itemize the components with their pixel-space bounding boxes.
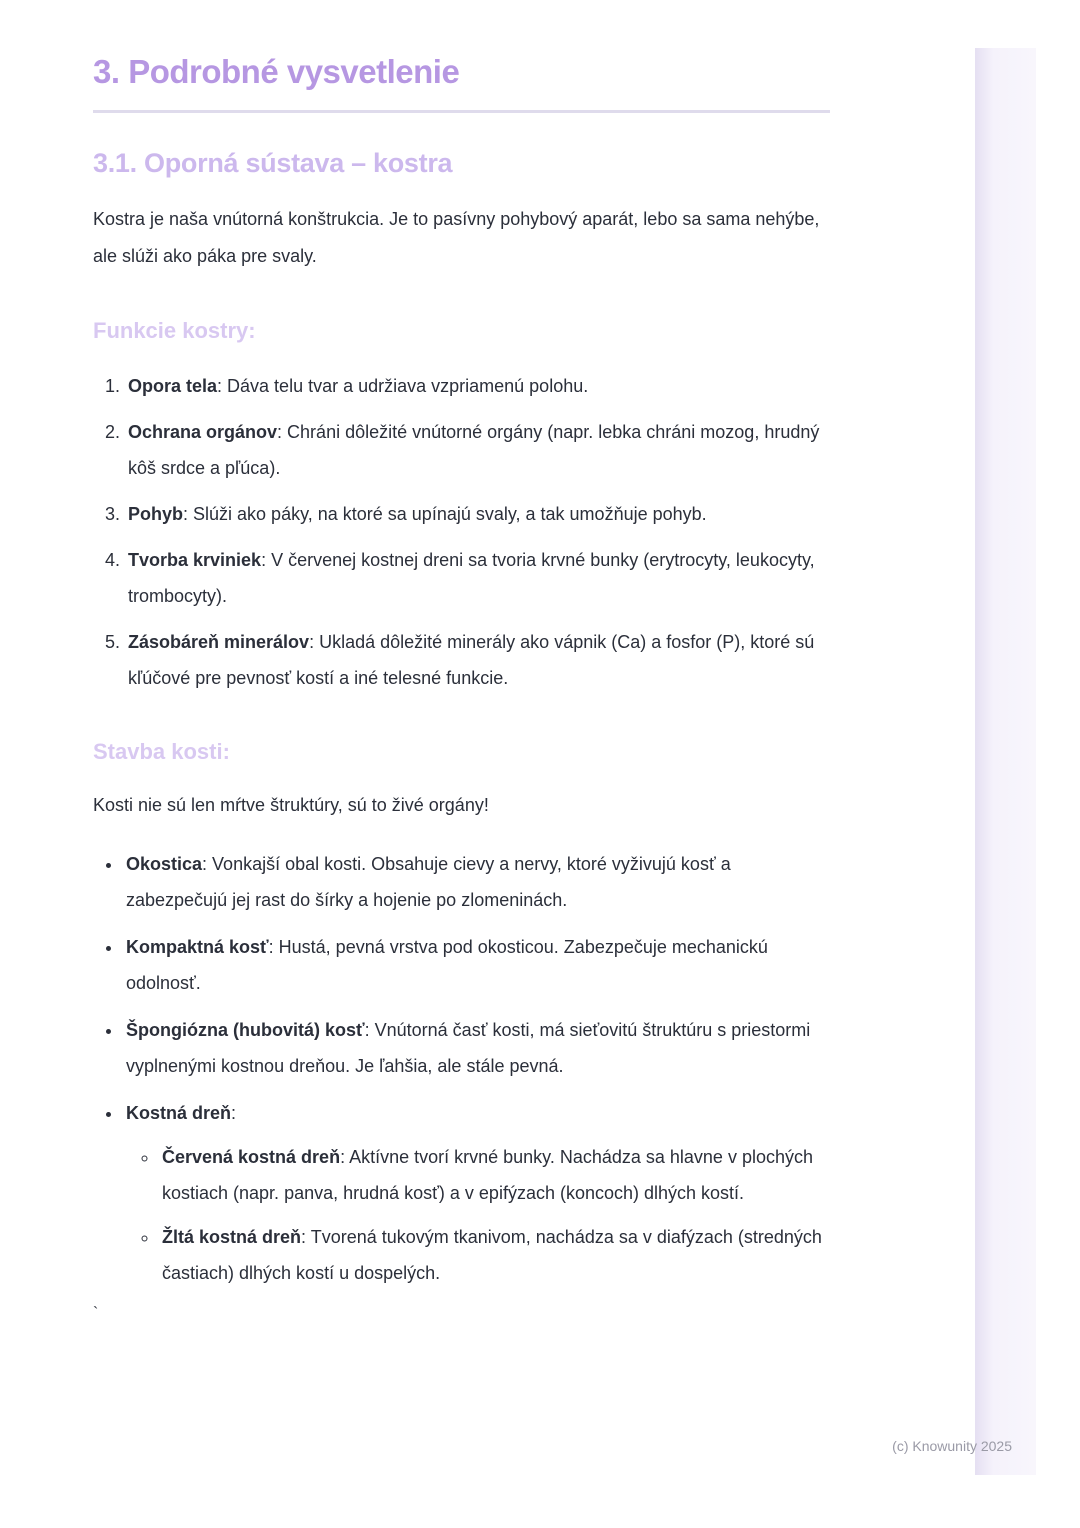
list-item-term: Zásobáreň minerálov [128,632,310,652]
document-content [93,52,833,1323]
list-item-term: Opora tela [128,376,218,396]
structure-list [93,846,833,1291]
list-item-text: : V červenej kostnej dreni sa tvoria krvné bunky (erytrocyty, leukocyty, trombocyty). [128,550,815,606]
list-item-text: : [231,1103,237,1123]
structure-intro: Kosti nie sú len mŕtve štruktúry, sú to živé orgány! [93,795,489,815]
list-item-text: : Ukladá dôležité minerály ako vápnik (Ca) a fosfor (P), ktoré sú kľúčové pre pevnosť kostí a iné telesné funkcie. [128,632,815,688]
page-title: 3. Podrobné vysvetlenie [93,53,460,90]
list-item [159,1139,833,1211]
list-item [159,1219,833,1291]
list-item-text: : Slúži ako páky, na ktoré sa upínajú svaly, a tak umožňuje pohyb. [183,504,707,524]
list-item-term: Červená kostná dreň [162,1147,341,1167]
list-item-text: : Hustá, pevná vrstva pod okosticou. Zabezpečuje mechanickú odolnosť. [126,937,768,993]
nested-list [126,1139,833,1291]
list-item-text: : Chráni dôležité vnútorné orgány (napr. lebka chráni mozog, hrudný kôš srdce a pľúca). [128,422,820,478]
functions-heading: Funkcie kostry: [93,318,256,343]
functions-list [93,368,833,696]
list-item-text: : Vnútorná časť kosti, má sieťovitú štruktúru s priestormi vyplnenými kostnou dreňou. Je ľahšia, ale stále pevná. [126,1020,811,1076]
section-title: 3.1. Oporná sústava – kostra [93,148,453,178]
list-item-term: Pohyb [128,504,184,524]
stray-character: ` [93,1305,99,1322]
structure-heading: Stavba kosti: [93,739,230,764]
list-item [125,542,833,614]
page-edge-strip [975,48,1036,1475]
list-item-term: Okostica [126,854,203,874]
list-item-text: : Vonkajší obal kosti. Obsahuje cievy a nervy, ktoré vyživujú kosť a zabezpečujú jej rast do šírky a hojenie po zlomeninách. [126,854,731,910]
list-item-term: Špongiózna (hubovitá) kosť [126,1020,365,1040]
list-item [123,929,833,1001]
intro-paragraph: Kostra je naša vnútorná konštrukcia. Je to pasívny pohybový aparát, lebo sa sama nehýbe, ale slúži ako páka pre svaly. [93,209,820,266]
list-item-text: : Aktívne tvorí krvné bunky. Nachádza sa hlavne v plochých kostiach (napr. panva, hrudná kosť) a v epifýzach (koncoch) dlhých kostí. [162,1147,813,1203]
list-item [125,368,833,404]
list-item [123,1095,833,1291]
list-item-text: : Dáva telu tvar a udržiava vzpriamenú polohu. [217,376,589,396]
list-item [125,414,833,486]
list-item [125,624,833,696]
list-item [123,1012,833,1084]
list-item-term: Tvorba krviniek [128,550,262,570]
footer-credit: (c) Knowunity 2025 [892,1438,1012,1454]
list-item-text: : Tvorená tukovým tkanivom, nachádza sa v diafýzach (stredných častiach) dlhých kostí u dospelých. [162,1227,822,1283]
list-item [125,496,833,532]
list-item-term: Ochrana orgánov [128,422,278,442]
list-item-term: Kostná dreň [126,1103,232,1123]
list-item-term: Žltá kostná dreň [162,1227,302,1247]
title-divider [93,110,830,113]
list-item-term: Kompaktná kosť [126,937,269,957]
list-item [123,846,833,918]
